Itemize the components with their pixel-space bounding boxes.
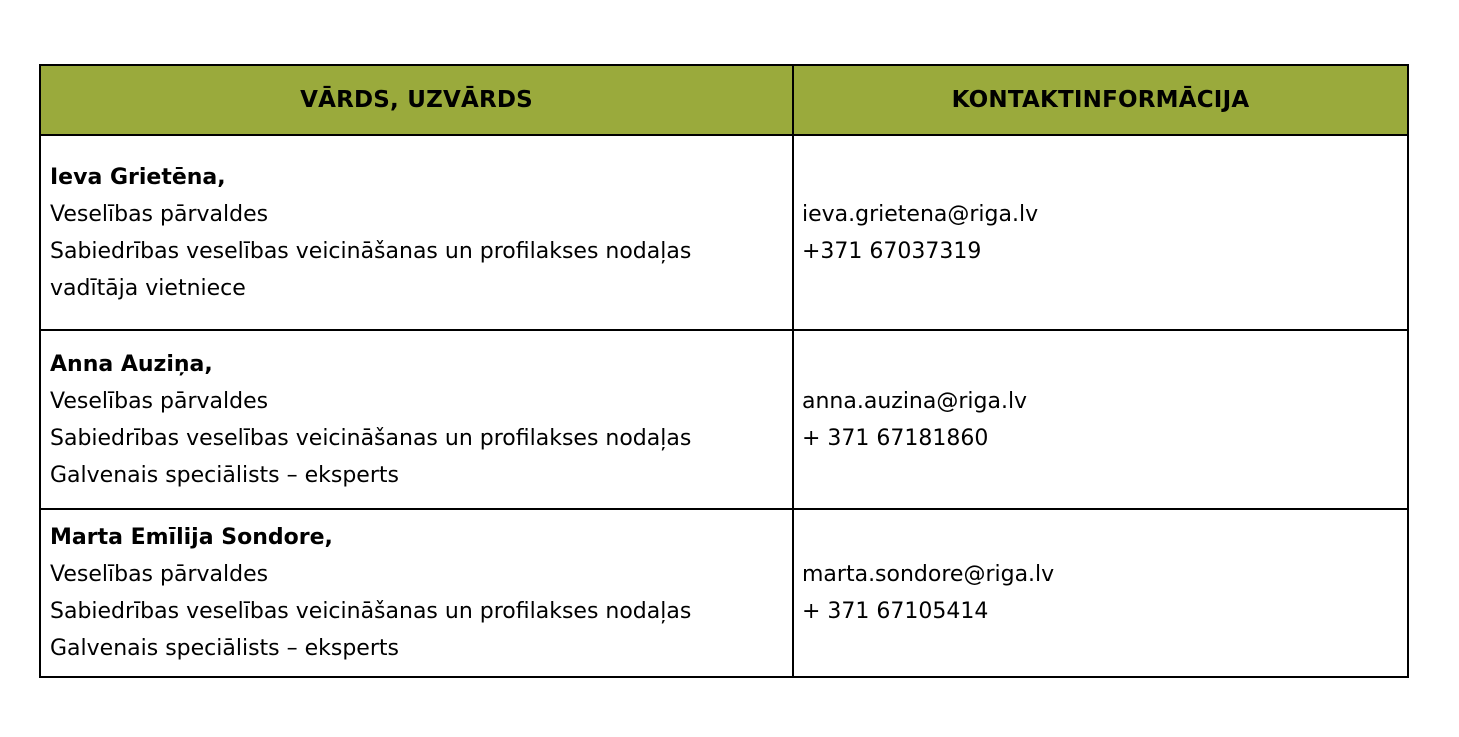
position: vadītāja vietniece — [50, 275, 246, 301]
contact-table — [39, 64, 1409, 678]
contact-cell — [793, 135, 1408, 330]
person-name: Ieva Grietēna, — [50, 164, 226, 190]
email-link[interactable]: anna.auzina@riga.lv — [802, 388, 1028, 414]
email-link[interactable]: marta.sondore@riga.lv — [802, 562, 1055, 587]
contact-cell — [793, 509, 1408, 677]
table-row — [40, 330, 1408, 509]
person-name: Anna Auziņa, — [50, 351, 213, 377]
header-row — [40, 65, 1408, 135]
division: Sabiedrības veselības veicināšanas un profilakses nodaļas — [50, 599, 692, 624]
name-cell — [40, 330, 793, 509]
division: Sabiedrības veselības veicināšanas un profilakses nodaļas — [50, 425, 692, 451]
person-name: Marta Emīlija Sondore, — [50, 525, 333, 550]
position: Galvenais speciālists – eksperts — [50, 636, 399, 661]
table-row — [40, 135, 1408, 330]
division: Sabiedrības veselības veicināšanas un profilakses nodaļas — [50, 238, 692, 264]
department: Veselības pārvaldes — [50, 562, 269, 587]
phone-number: + 371 67181860 — [802, 425, 989, 451]
phone-number: + 371 67105414 — [802, 599, 989, 624]
department: Veselības pārvaldes — [50, 388, 269, 414]
table-row — [40, 509, 1408, 677]
contact-cell — [793, 330, 1408, 509]
department: Veselības pārvaldes — [50, 201, 269, 227]
name-cell — [40, 135, 793, 330]
position: Galvenais speciālists – eksperts — [50, 462, 399, 488]
email-link[interactable]: ieva.grietena@riga.lv — [802, 201, 1039, 227]
header-contact: KONTAKTINFORMĀCIJA — [793, 65, 1408, 135]
phone-number: +371 67037319 — [802, 238, 982, 264]
name-cell — [40, 509, 793, 677]
header-name: VĀRDS, UZVĀRDS — [40, 65, 793, 135]
